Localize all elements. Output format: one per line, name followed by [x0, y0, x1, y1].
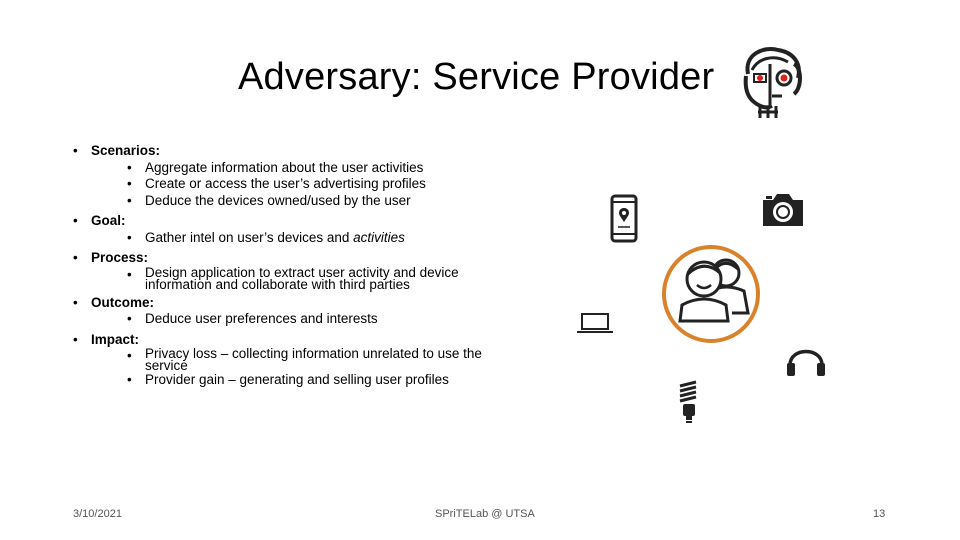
camera-icon [761, 190, 805, 228]
section-label: Process: [91, 250, 149, 265]
page-number: 13 [873, 508, 886, 520]
section-outcome [73, 295, 543, 328]
section-impact [73, 332, 543, 389]
slide-title: Adversary: Service Provider [238, 56, 715, 98]
footer-date: 3/10/2021 [73, 508, 122, 520]
list-item: • Gather intel on user’s devices and activities [127, 229, 405, 245]
section-scenarios [73, 143, 543, 209]
section-label: Goal: [91, 213, 126, 228]
list-item: • Deduce the devices owned/used by the user [127, 192, 411, 208]
list-item: • Aggregate information about the user activities [127, 159, 424, 175]
headphones-icon [785, 339, 827, 379]
section-label: Scenarios: [91, 143, 161, 158]
list-item: • Deduce user preferences and interests [127, 311, 378, 326]
section-goal [73, 213, 543, 246]
list-item: • Create or access the user’s advertising profiles [127, 176, 426, 191]
footer-center: SPriTELab @ UTSA [435, 508, 535, 520]
smartphone-location-icon [609, 194, 639, 244]
section-process [73, 250, 543, 291]
section-label: Outcome: [91, 294, 155, 310]
hacker-face-icon [734, 44, 810, 120]
list-item: • Design application to extract user activity and device information and collaborate with third parties [127, 264, 459, 292]
section-label: Impact: [91, 331, 140, 347]
users-circle-icon [660, 243, 762, 345]
list-item: • Provider gain – generating and selling user profiles [127, 372, 449, 387]
laptop-icon [576, 312, 614, 334]
content-list [73, 143, 543, 393]
smart-bulb-icon [676, 380, 702, 424]
list-item: • Privacy loss – collecting information unrelated to use the service [127, 346, 482, 373]
